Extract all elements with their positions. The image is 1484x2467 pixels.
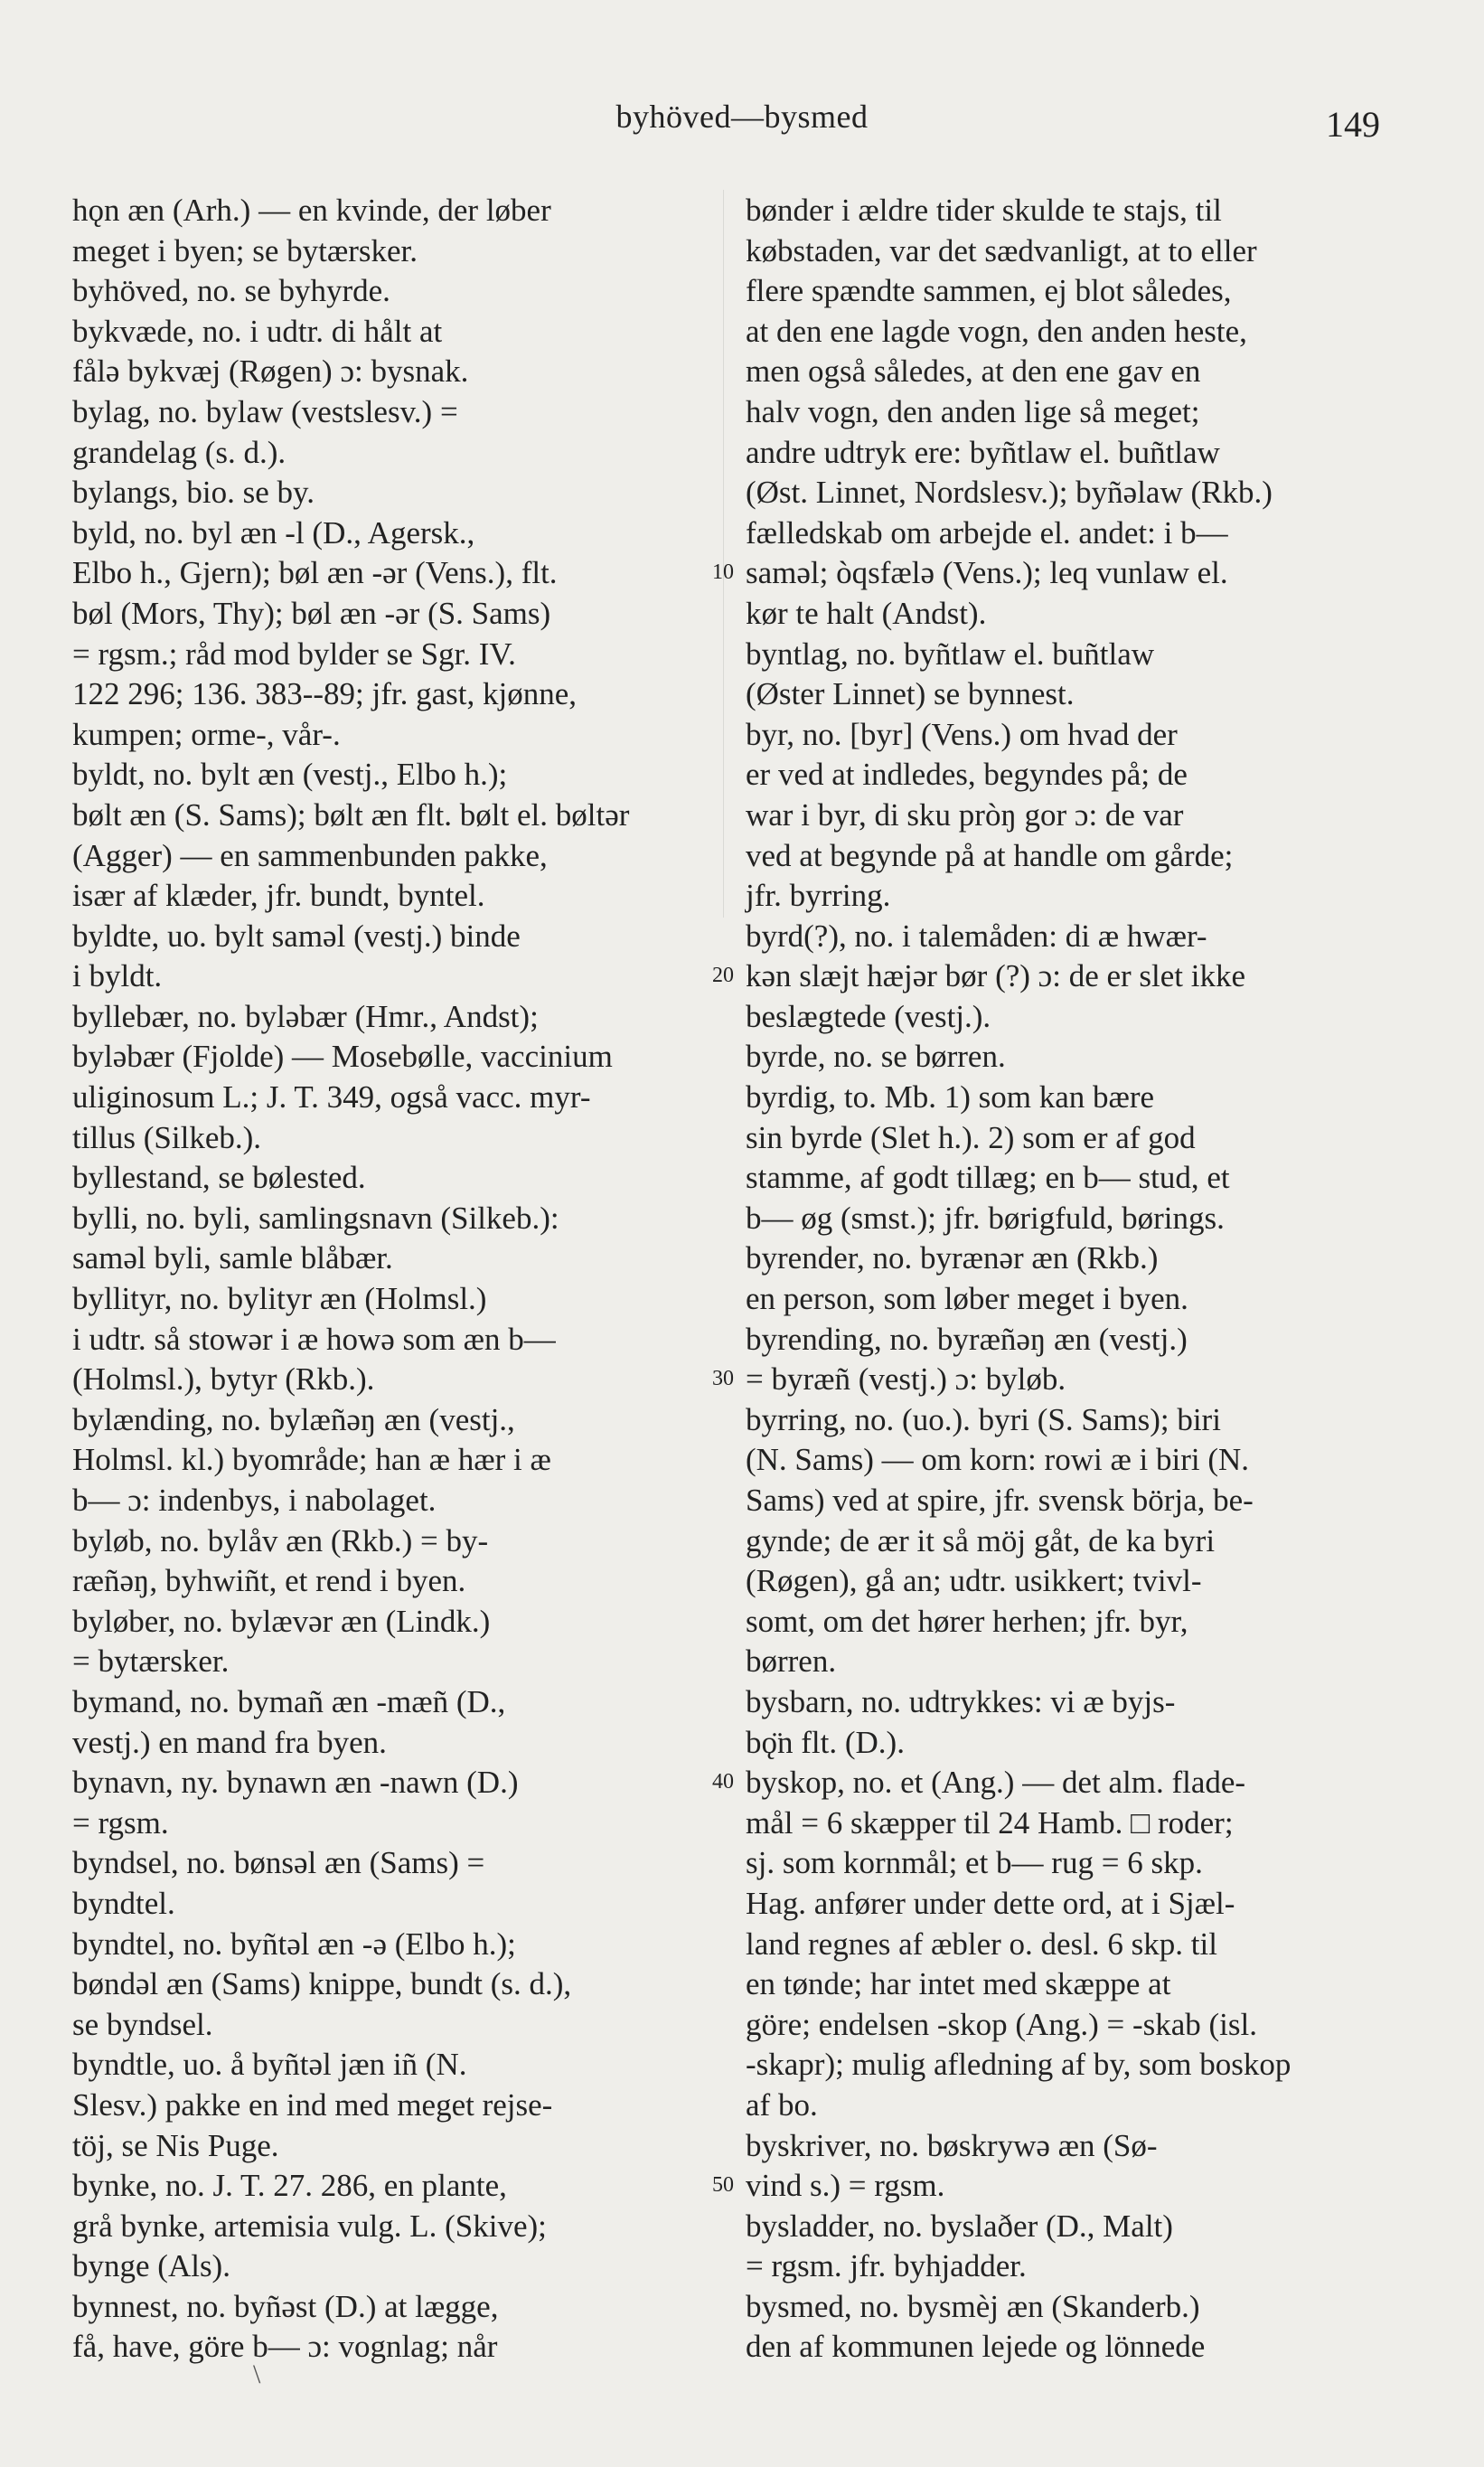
text-line: stamme, af godt tillæg; en b— stud, et	[746, 1160, 1230, 1196]
text-line: byllityr, no. bylityr æn (Holmsl.)	[72, 1281, 487, 1317]
text-line: en tønde; har intet med skæppe at	[746, 1966, 1171, 2002]
text-line: bykvæde, no. i udtr. di hålt at	[72, 313, 443, 349]
text-line: byrde, no. se børren.	[746, 1039, 1006, 1075]
text-line: er ved at indledes, begyndes på; de	[746, 757, 1188, 793]
text-line: flere spændte sammen, ej blot således,	[746, 273, 1232, 309]
text-line: Hag. anfører under dette ord, at i Sjæl-	[746, 1885, 1235, 1921]
text-line: i udtr. så stowər i æ howə som æn b—	[72, 1321, 556, 1357]
text-line: byndtel, no. byñtəl æn -ə (Elbo h.);	[72, 1926, 516, 1962]
text-line: bylli, no. byli, samlingsnavn (Silkeb.):	[72, 1200, 559, 1236]
page-number: 149	[1326, 104, 1380, 145]
text-line: b— øg (smst.); jfr. børigfuld, børings.	[746, 1200, 1225, 1236]
text-line: saməl; òqsfælə (Vens.); leq vunlaw el.	[746, 555, 1228, 591]
line-number: 20	[712, 964, 734, 988]
text-line: byləbær (Fjolde) — Mosebølle, vaccinium	[72, 1039, 613, 1075]
text-line: fålə bykvæj (Røgen) ɔ: bysnak.	[72, 353, 469, 390]
stray-mark: \	[253, 2359, 261, 2389]
text-line: beslægtede (vestj.).	[746, 998, 991, 1034]
page-header	[0, 98, 1484, 152]
text-line: bylangs, bio. se by.	[72, 475, 315, 511]
text-line: bynke, no. J. T. 27. 286, en plante,	[72, 2168, 507, 2204]
text-line: af bo.	[746, 2086, 818, 2123]
text-line: = byræñ (vestj.) ɔ: byløb.	[746, 1361, 1066, 1398]
text-line: 122 296; 136. 383--89; jfr. gast, kjønne,	[72, 676, 578, 712]
text-line: at den ene lagde vogn, den anden heste,	[746, 313, 1247, 349]
text-line: halv vogn, den anden lige så meget;	[746, 393, 1200, 429]
text-line: få, have, göre b— ɔ: vognlag; når	[72, 2329, 498, 2365]
text-line: bysbarn, no. udtrykkes: vi æ byjs-	[746, 1683, 1176, 1719]
text-line: bymand, no. bymañ æn -mæñ (D.,	[72, 1683, 506, 1719]
text-line: bøl (Mors, Thy); bøl æn -ər (S. Sams)	[72, 595, 551, 631]
text-line: byhöved, no. se byhyrde.	[72, 273, 390, 309]
text-line: i byldt.	[72, 958, 163, 994]
running-head: byhöved—bysmed	[615, 99, 869, 135]
text-line: børren.	[746, 1643, 837, 1680]
text-line: somt, om det hører herhen; jfr. byr,	[746, 1603, 1188, 1639]
left-column	[72, 191, 705, 2368]
text-line: købstaden, var det sædvanligt, at to eller	[746, 232, 1257, 268]
text-line: bǫ̈n flt. (D.).	[746, 1724, 905, 1760]
text-line: den af kommunen lejede og lönnede	[746, 2329, 1206, 2365]
text-line: se byndsel.	[72, 2006, 213, 2042]
right-column	[746, 191, 1378, 2368]
text-line: vind s.) = rgsm.	[746, 2168, 945, 2204]
text-line: jfr. byrring.	[746, 878, 891, 914]
text-line: (Holmsl.), bytyr (Rkb.).	[72, 1361, 375, 1398]
text-line: = rgsm.; råd mod bylder se Sgr. IV.	[72, 636, 516, 672]
text-line: Slesv.) pakke en ind med meget rejse-	[72, 2086, 553, 2123]
text-line: hǫn æn (Arh.) — en kvinde, der løber	[72, 193, 551, 228]
text-line: sin byrde (Slet h.). 2) som er af god	[746, 1119, 1196, 1155]
text-line: bøndəl æn (Sams) knippe, bundt (s. d.),	[72, 1966, 572, 2002]
text-line: saməl byli, samle blåbær.	[72, 1240, 393, 1276]
text-line: ved at begynde på at handle om gårde;	[746, 837, 1234, 873]
text-line: tillus (Silkeb.).	[72, 1119, 262, 1155]
text-line: (Øster Linnet) se bynnest.	[746, 676, 1075, 712]
text-line: kør te halt (Andst).	[746, 595, 987, 631]
text-line: = rgsm. jfr. byhjadder.	[746, 2248, 1027, 2284]
text-line: men også således, at den ene gav en	[746, 353, 1201, 390]
text-line: (N. Sams) — om korn: rowi æ i biri (N.	[746, 1442, 1250, 1478]
text-line: byldt, no. bylt æn (vestj., Elbo h.);	[72, 757, 508, 793]
text-line: bynavn, ny. bynawn æn -nawn (D.)	[72, 1765, 519, 1801]
text-line: = bytærsker.	[72, 1643, 230, 1680]
text-line: en person, som løber meget i byen.	[746, 1281, 1188, 1317]
text-line: byrending, no. byræñəŋ æn (vestj.)	[746, 1321, 1188, 1357]
text-line: bysmed, no. bysmèj æn (Skanderb.)	[746, 2288, 1200, 2324]
text-line: kən slæjt hæjər bør (?) ɔ: de er slet ikke	[746, 958, 1246, 994]
text-line: töj, se Nis Puge.	[72, 2127, 279, 2163]
text-line: bølt æn (S. Sams); bølt æn flt. bølt el. bøltər	[72, 796, 630, 833]
text-line: bysladder, no. byslaðer (D., Malt)	[746, 2208, 1173, 2244]
column-divider	[723, 190, 724, 918]
text-line: bylag, no. bylaw (vestslesv.) =	[72, 393, 458, 429]
text-line: b— ɔ: indenbys, i nabolaget.	[72, 1483, 437, 1518]
text-line: byndsel, no. bønsəl æn (Sams) =	[72, 1845, 485, 1881]
text-line: byrring, no. (uo.). byri (S. Sams); biri	[746, 1401, 1221, 1437]
text-line: byndtle, uo. å byñtəl jæn iñ (N.	[72, 2047, 467, 2083]
text-line: fælledskab om arbejde el. andet: i b—	[746, 514, 1228, 551]
text-line: byldte, uo. bylt samǝl (vestj.) binde	[72, 918, 521, 954]
text-line: meget i byen; se bytærsker.	[72, 232, 418, 268]
text-line: byld, no. byl æn -l (D., Agersk.,	[72, 514, 475, 551]
text-line: bønder i ældre tider skulde te stajs, til	[746, 193, 1222, 228]
text-line: byndtel.	[72, 1885, 175, 1921]
text-line: byrender, no. byrænər æn (Rkb.)	[746, 1240, 1159, 1276]
text-line: især af klæder, jfr. bundt, byntel.	[72, 878, 485, 914]
text-line: mål = 6 skæpper til 24 Hamb. □ roder;	[746, 1804, 1234, 1841]
text-line: ræñəŋ, byhwiñt, et rend i byen.	[72, 1563, 466, 1599]
text-line: land regnes af æbler o. desl. 6 skp. til	[746, 1926, 1217, 1962]
text-line: byrdig, to. Mb. 1) som kan bære	[746, 1079, 1155, 1116]
text-line: (Agger) — en sammenbunden pakke,	[72, 837, 548, 873]
text-line: byløb, no. bylåv æn (Rkb.) = by-	[72, 1522, 489, 1558]
text-line: grå bynke, artemisia vulg. L. (Skive);	[72, 2208, 547, 2244]
text-line: Elbo h., Gjern); bøl æn -ər (Vens.), flt.	[72, 555, 558, 591]
text-line: byskriver, no. bøskrywə æn (Sø-	[746, 2127, 1158, 2163]
line-number: 10	[712, 560, 734, 585]
text-line: byskop, no. et (Ang.) — det alm. flade-	[746, 1765, 1246, 1801]
text-line: bylænding, no. bylæñəŋ æn (vestj.,	[72, 1401, 515, 1437]
text-line: kumpen; orme-, vår-.	[72, 716, 341, 752]
text-line: Sams) ved at spire, jfr. svensk börja, be-	[746, 1483, 1254, 1518]
text-line: gynde; de ær it så möj gåt, de ka byri	[746, 1522, 1216, 1558]
text-line: (Øst. Linnet, Nordslesv.); byñəlaw (Rkb.)	[746, 475, 1273, 511]
text-line: byllebær, no. byləbær (Hmr., Andst);	[72, 998, 539, 1034]
line-number: 50	[712, 2173, 734, 2198]
text-line: Holmsl. kl.) byområde; han æ hær i æ	[72, 1442, 551, 1478]
text-line: grandelag (s. d.).	[72, 434, 286, 470]
text-line: sj. som kornmål; et b— rug = 6 skp.	[746, 1845, 1203, 1881]
text-line: byllestand, se bølested.	[72, 1160, 366, 1196]
text-line: war i byr, di sku pròŋ gor ɔ: de var	[746, 796, 1184, 833]
text-line: byntlag, no. byñtlaw el. buñtlaw	[746, 636, 1155, 672]
text-line: byløber, no. bylævər æn (Lindk.)	[72, 1603, 491, 1639]
text-line: byr, no. [byr] (Vens.) om hvad der	[746, 716, 1178, 752]
text-line: (Røgen), gå an; udtr. usikkert; tvivl-	[746, 1563, 1202, 1599]
text-line: = rgsm.	[72, 1804, 169, 1841]
text-line: -skapr); mulig afledning af by, som boskop	[746, 2047, 1291, 2083]
line-number: 30	[712, 1367, 734, 1391]
text-line: bynge (Als).	[72, 2248, 230, 2284]
text-line: byrd(?), no. i talemåden: di æ hwær-	[746, 918, 1207, 954]
text-line: andre udtryk ere: byñtlaw el. buñtlaw	[746, 434, 1220, 470]
text-line: bynnest, no. byñəst (D.) at lægge,	[72, 2288, 499, 2324]
text-line: vestj.) en mand fra byen.	[72, 1724, 387, 1760]
text-line: uliginosum L.; J. T. 349, også vacc. myr-	[72, 1079, 591, 1116]
text-line: göre; endelsen -skop (Ang.) = -skab (isl.	[746, 2006, 1257, 2042]
line-number: 40	[712, 1770, 734, 1794]
